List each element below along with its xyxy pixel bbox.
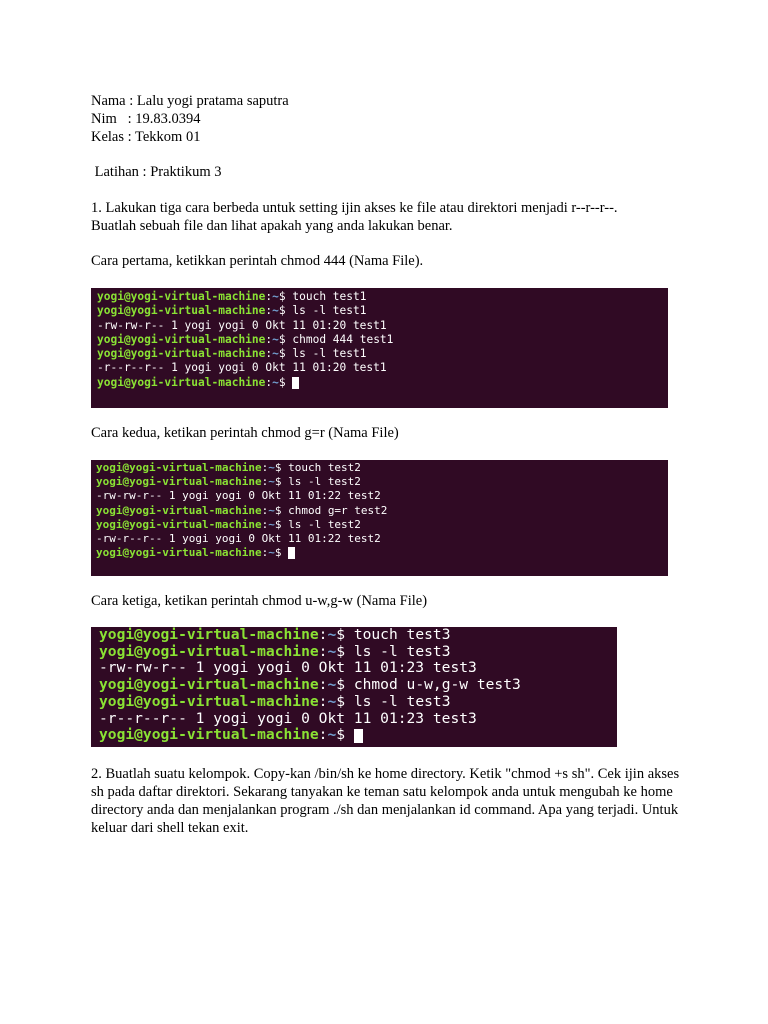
- prompt-user-host: yogi@yogi-virtual-machine: [99, 726, 319, 744]
- prompt-user-host: yogi@yogi-virtual-machine: [99, 692, 319, 710]
- question-1-line-1: 1. Lakukan tiga cara berbeda untuk setting ijin akses ke file atau direktori menjadi r--r--r--.: [91, 200, 618, 216]
- prompt-colon: :: [265, 290, 273, 303]
- prompt-user-host: yogi@yogi-virtual-machine: [96, 517, 262, 531]
- terminal-output: -r--r--r-- 1 yogi yogi 0 Okt 11 01:23 test3: [99, 709, 477, 727]
- terminal-line: [99, 644, 617, 661]
- prompt-colon: :: [261, 503, 269, 517]
- prompt-user-host: yogi@yogi-virtual-machine: [99, 642, 319, 660]
- prompt-path: ~: [268, 475, 275, 489]
- terminal-command: ls -l test2: [288, 475, 361, 489]
- terminal-command: ls -l test1: [292, 304, 367, 318]
- prompt-colon: :: [265, 304, 273, 318]
- terminal-command: touch test2: [288, 461, 361, 474]
- prompt-dollar: $: [336, 676, 354, 694]
- terminal-command: ls -l test3: [353, 692, 451, 710]
- prompt-colon: :: [318, 676, 328, 694]
- cursor-block: [354, 729, 363, 743]
- method-2-caption: Cara kedua, ketikan perintah chmod g=r (Nama File): [91, 425, 399, 441]
- prompt-colon: :: [261, 475, 269, 489]
- terminal-command: touch test3: [353, 627, 451, 643]
- prompt-dollar: $: [278, 347, 293, 361]
- method-1-caption: Cara pertama, ketikkan perintah chmod 444 (Nama File).: [91, 253, 424, 269]
- prompt-colon: :: [261, 461, 269, 474]
- student-nim: Nim : 19.83.0394: [91, 111, 201, 127]
- prompt-path: ~: [268, 461, 275, 474]
- prompt-path: ~: [272, 304, 279, 318]
- prompt-user-host: yogi@yogi-virtual-machine: [96, 546, 262, 560]
- terminal-output: -rw-rw-r-- 1 yogi yogi 0 Okt 11 01:23 test3: [99, 659, 477, 677]
- prompt-colon: :: [318, 726, 328, 744]
- prompt-user-host: yogi@yogi-virtual-machine: [97, 304, 266, 318]
- prompt-path: ~: [268, 503, 275, 517]
- prompt-colon: :: [318, 642, 328, 660]
- student-name: Nama : Lalu yogi pratama saputra: [91, 93, 289, 109]
- terminal-output: -rw-r--r-- 1 yogi yogi 0 Okt 11 01:22 test2: [96, 532, 381, 546]
- terminal-command: ls -l test2: [288, 517, 361, 531]
- prompt-path: ~: [268, 517, 275, 531]
- prompt-user-host: yogi@yogi-virtual-machine: [97, 332, 266, 346]
- prompt-path: ~: [327, 692, 337, 710]
- terminal-output: -rw-rw-r-- 1 yogi yogi 0 Okt 11 01:22 test2: [96, 489, 381, 503]
- prompt-path: ~: [272, 347, 279, 361]
- prompt-dollar: $: [274, 475, 289, 489]
- prompt-dollar: $: [336, 692, 354, 710]
- prompt-dollar: $: [336, 642, 354, 660]
- student-class: Kelas : Tekkom 01: [91, 129, 201, 145]
- prompt-path: ~: [272, 375, 279, 389]
- terminal-line: [96, 546, 668, 560]
- question-1-line-2: Buatlah sebuah file dan lihat apakah yang anda lakukan benar.: [91, 218, 453, 234]
- prompt-dollar: $: [274, 461, 289, 474]
- prompt-colon: :: [318, 692, 328, 710]
- prompt-user-host: yogi@yogi-virtual-machine: [97, 290, 266, 303]
- terminal-screenshot-2: [91, 460, 668, 576]
- prompt-user-host: yogi@yogi-virtual-machine: [99, 676, 319, 694]
- prompt-colon: :: [265, 332, 273, 346]
- terminal-line: [99, 694, 617, 711]
- prompt-user-host: yogi@yogi-virtual-machine: [96, 461, 262, 474]
- prompt-dollar: $: [278, 304, 293, 318]
- terminal-line: [97, 347, 668, 361]
- terminal-line: [97, 333, 668, 347]
- terminal-screenshot-1: [91, 288, 668, 408]
- prompt-dollar: $: [278, 290, 293, 303]
- terminal-line: [97, 304, 668, 318]
- terminal-command: chmod g=r test2: [288, 503, 388, 517]
- terminal-output: -r--r--r-- 1 yogi yogi 0 Okt 11 01:20 test1: [97, 361, 387, 375]
- question-2: 2. Buatlah suatu kelompok. Copy-kan /bin/sh ke home directory. Ketik "chmod +s sh". Cek ijin akses sh pada daftar direktori. Sekarang tanyakan ke teman satu kelompok anda untuk mengubah ke home directory anda dan menjalankan program ./sh dan menjalankan id command. Apa yang terjadi. Untuk keluar dari shell tekan exit.: [91, 766, 680, 836]
- terminal-command: chmod 444 test1: [292, 332, 394, 346]
- prompt-colon: :: [265, 347, 273, 361]
- terminal-line: [99, 677, 617, 694]
- exercise-title: Latihan : Praktikum 3: [91, 164, 222, 180]
- prompt-dollar: $: [336, 726, 354, 744]
- prompt-path: ~: [268, 546, 275, 560]
- terminal-command: ls -l test3: [353, 642, 451, 660]
- prompt-user-host: yogi@yogi-virtual-machine: [97, 347, 266, 361]
- prompt-path: ~: [272, 290, 279, 303]
- prompt-dollar: $: [278, 332, 293, 346]
- prompt-colon: :: [318, 627, 328, 643]
- prompt-dollar: $: [274, 546, 289, 560]
- terminal-output: -rw-rw-r-- 1 yogi yogi 0 Okt 11 01:20 test1: [97, 318, 387, 332]
- terminal-line: [96, 461, 668, 475]
- prompt-user-host: yogi@yogi-virtual-machine: [99, 627, 319, 643]
- prompt-dollar: $: [274, 503, 289, 517]
- prompt-dollar: $: [274, 517, 289, 531]
- terminal-line: [97, 290, 668, 304]
- terminal-line: [96, 504, 668, 518]
- prompt-colon: :: [265, 375, 273, 389]
- prompt-path: ~: [327, 676, 337, 694]
- prompt-path: ~: [327, 726, 337, 744]
- prompt-path: ~: [327, 627, 337, 643]
- prompt-dollar: $: [336, 627, 354, 643]
- terminal-line: [96, 518, 668, 532]
- terminal-command: touch test1: [292, 290, 367, 303]
- terminal-line: [99, 627, 617, 644]
- terminal-line: [99, 727, 617, 744]
- prompt-user-host: yogi@yogi-virtual-machine: [96, 503, 262, 517]
- prompt-dollar: $: [278, 375, 293, 389]
- cursor-block: [288, 547, 295, 559]
- cursor-block: [292, 377, 299, 389]
- terminal-screenshot-3: [91, 627, 617, 747]
- method-3-caption: Cara ketiga, ketikan perintah chmod u-w,g-w (Nama File): [91, 593, 428, 609]
- prompt-colon: :: [261, 546, 269, 560]
- terminal-line: [97, 376, 668, 390]
- terminal-command: chmod u-w,g-w test3: [353, 676, 521, 694]
- prompt-user-host: yogi@yogi-virtual-machine: [97, 375, 266, 389]
- prompt-colon: :: [261, 517, 269, 531]
- prompt-user-host: yogi@yogi-virtual-machine: [96, 475, 262, 489]
- prompt-path: ~: [327, 642, 337, 660]
- prompt-path: ~: [272, 332, 279, 346]
- terminal-line: [96, 475, 668, 489]
- terminal-command: ls -l test1: [292, 347, 367, 361]
